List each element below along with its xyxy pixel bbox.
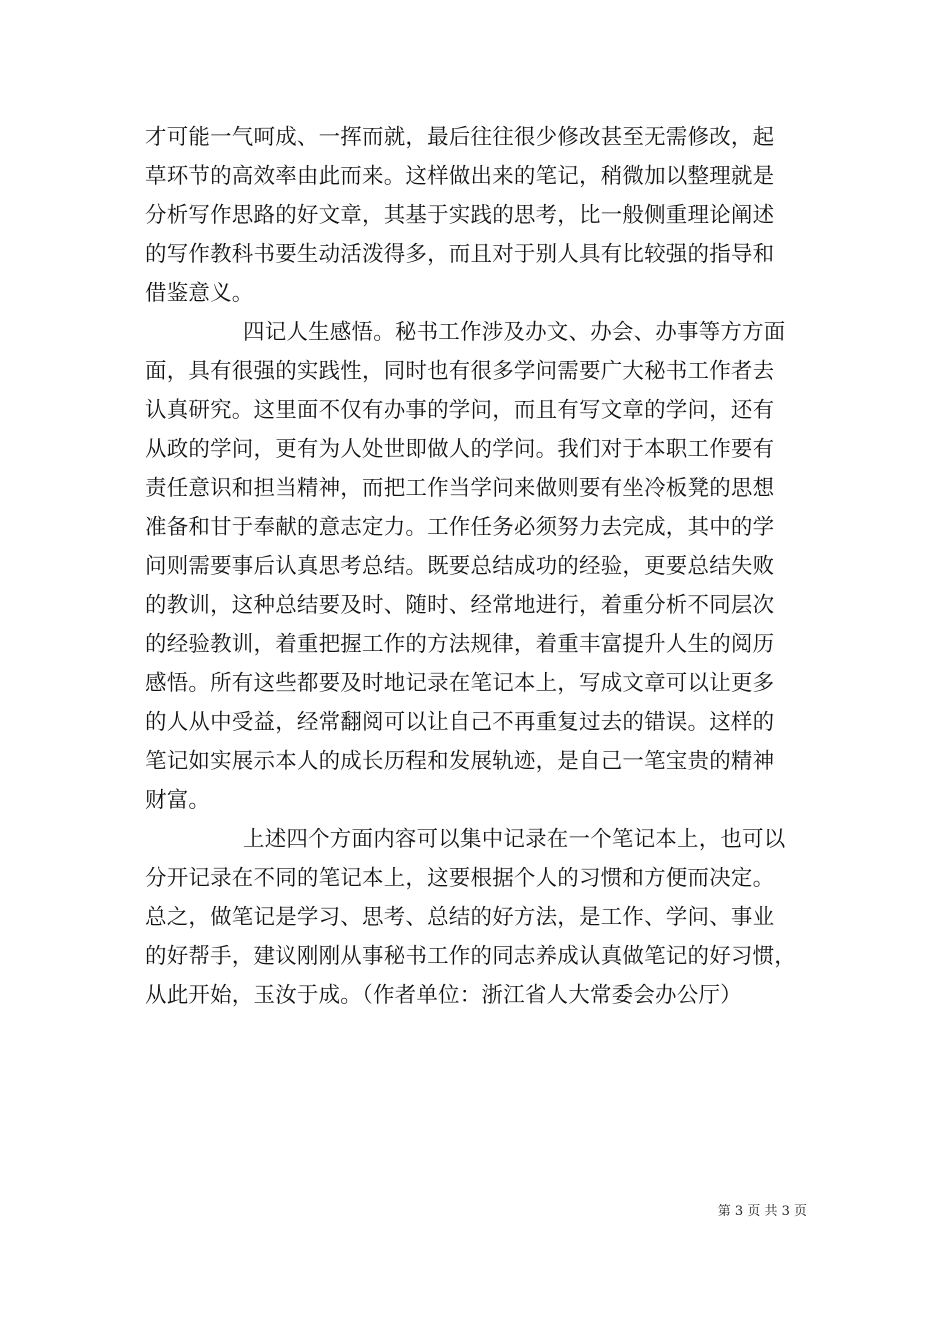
text-line: 感悟。所有这些都要及时地记录在笔记本上，写成文章可以让更多 <box>145 671 775 696</box>
text-line: 认真研究。这里面不仅有办事的学问，而且有写文章的学问，还有 <box>145 398 775 423</box>
text-line: 的写作教科书要生动活泼得多，而且对于别人具有比较强的指导和 <box>145 242 775 267</box>
paragraph-continuation <box>145 118 815 313</box>
text-line: 问则需要事后认真思考总结。既要总结成功的经验，更要总结失败 <box>145 554 775 579</box>
text-line: 才可能一气呵成、一挥而就，最后往往很少修改甚至无需修改，起 <box>145 125 775 150</box>
text-line: 的好帮手，建议刚刚从事秘书工作的同志养成认真做笔记的好习惯， <box>145 944 797 969</box>
text-line: 责任意识和担当精神，而把工作当学问来做则要有坐冷板凳的思想 <box>145 476 775 501</box>
text-line: 从此开始，玉汝于成。（作者单位：浙江省人大常委会办公厅） <box>145 983 742 1008</box>
text-line: 财富。 <box>145 788 211 813</box>
text-line: 分析写作思路的好文章，其基于实践的思考，比一般侧重理论阐述 <box>145 203 775 228</box>
text-line: 上述四个方面内容可以集中记录在一个笔记本上，也可以 <box>243 827 786 852</box>
text-line: 的教训，这种总结要及时、随时、经常地进行，着重分析不同层次 <box>145 593 775 618</box>
body-text <box>145 118 815 1015</box>
text-line: 分开记录在不同的笔记本上，这要根据个人的习惯和方便而决定。 <box>145 866 775 891</box>
text-line: 借鉴意义。 <box>145 281 254 306</box>
text-line: 准备和甘于奉献的意志定力。工作任务必须努力去完成，其中的学 <box>145 515 775 540</box>
text-line: 总之，做笔记是学习、思考、总结的好方法，是工作、学问、事业 <box>145 905 775 930</box>
paragraph-life-insights <box>145 313 815 820</box>
page-number-footer: 第 3 页 共 3 页 <box>717 1204 807 1219</box>
text-line: 笔记如实展示本人的成长历程和发展轨迹，是自己一笔宝贵的精神 <box>145 749 775 774</box>
text-line: 从政的学问，更有为人处世即做人的学问。我们对于本职工作要有 <box>145 437 775 462</box>
text-line: 的人从中受益，经常翻阅可以让自己不再重复过去的错误。这样的 <box>145 710 775 735</box>
text-line: 的经验教训，着重把握工作的方法规律，着重丰富提升人生的阅历 <box>145 632 775 657</box>
text-line: 四记人生感悟。秘书工作涉及办文、办会、办事等方方面 <box>243 320 786 345</box>
text-line: 草环节的高效率由此而来。这样做出来的笔记，稍微加以整理就是 <box>145 164 775 189</box>
text-line: 面，具有很强的实践性，同时也有很多学问需要广大秘书工作者去 <box>145 359 775 384</box>
paragraph-conclusion <box>145 820 815 1015</box>
